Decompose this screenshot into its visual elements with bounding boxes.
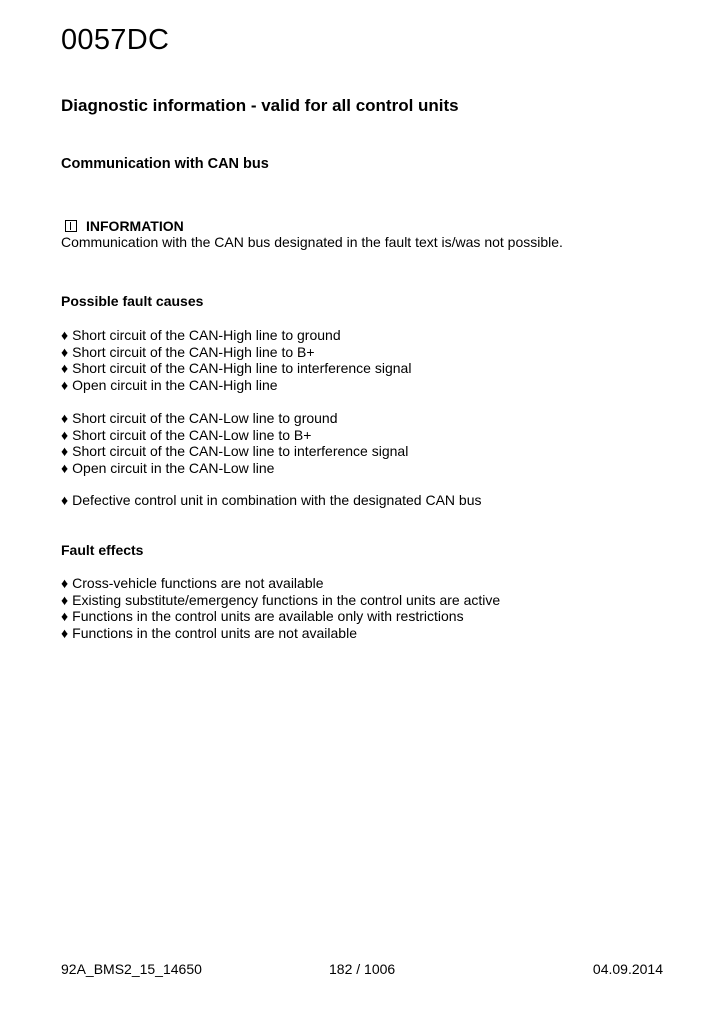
list-item: ♦ Functions in the control units are available only with restrictions — [61, 608, 500, 625]
list-item: ♦ Open circuit in the CAN-Low line — [61, 460, 408, 477]
list-item: ♦ Functions in the control units are not available — [61, 625, 500, 642]
document-heading: Diagnostic information - valid for all control units — [61, 96, 459, 115]
information-text: Communication with the CAN bus designated in the fault text is/was not possible. — [61, 234, 563, 250]
fault-effects-title: Fault effects — [61, 542, 144, 558]
fault-effects-list — [61, 575, 500, 641]
list-item: ♦ Short circuit of the CAN-High line to B+ — [61, 344, 411, 361]
list-item: ♦ Open circuit in the CAN-High line — [61, 377, 411, 394]
list-item: ♦ Short circuit of the CAN-Low line to interference signal — [61, 443, 408, 460]
information-label: INFORMATION — [86, 217, 184, 234]
list-item: ♦ Short circuit of the CAN-High line to ground — [61, 327, 411, 344]
fault-causes-low-list — [61, 410, 408, 476]
book-icon — [65, 220, 77, 232]
list-item: ♦ Defective control unit in combination with the designated CAN bus — [61, 492, 482, 509]
fault-causes-unit-list — [61, 492, 482, 509]
fault-causes-high-list — [61, 327, 411, 393]
list-item: ♦ Existing substitute/emergency functions in the control units are active — [61, 592, 500, 609]
list-item: ♦ Short circuit of the CAN-High line to interference signal — [61, 360, 411, 377]
fault-causes-title: Possible fault causes — [61, 293, 204, 309]
document-subheading: Communication with CAN bus — [61, 156, 269, 172]
footer-doc-id: 92A_BMS2_15_14650 — [61, 961, 202, 977]
footer-page-number: 182 / 1006 — [329, 961, 396, 977]
list-item: ♦ Short circuit of the CAN-Low line to ground — [61, 410, 408, 427]
page-title: 0057DC — [61, 24, 170, 56]
information-block — [61, 217, 563, 251]
list-item: ♦ Short circuit of the CAN-Low line to B+ — [61, 427, 408, 444]
list-item: ♦ Cross-vehicle functions are not available — [61, 575, 500, 592]
information-title — [61, 217, 563, 234]
footer-date: 04.09.2014 — [592, 961, 663, 977]
